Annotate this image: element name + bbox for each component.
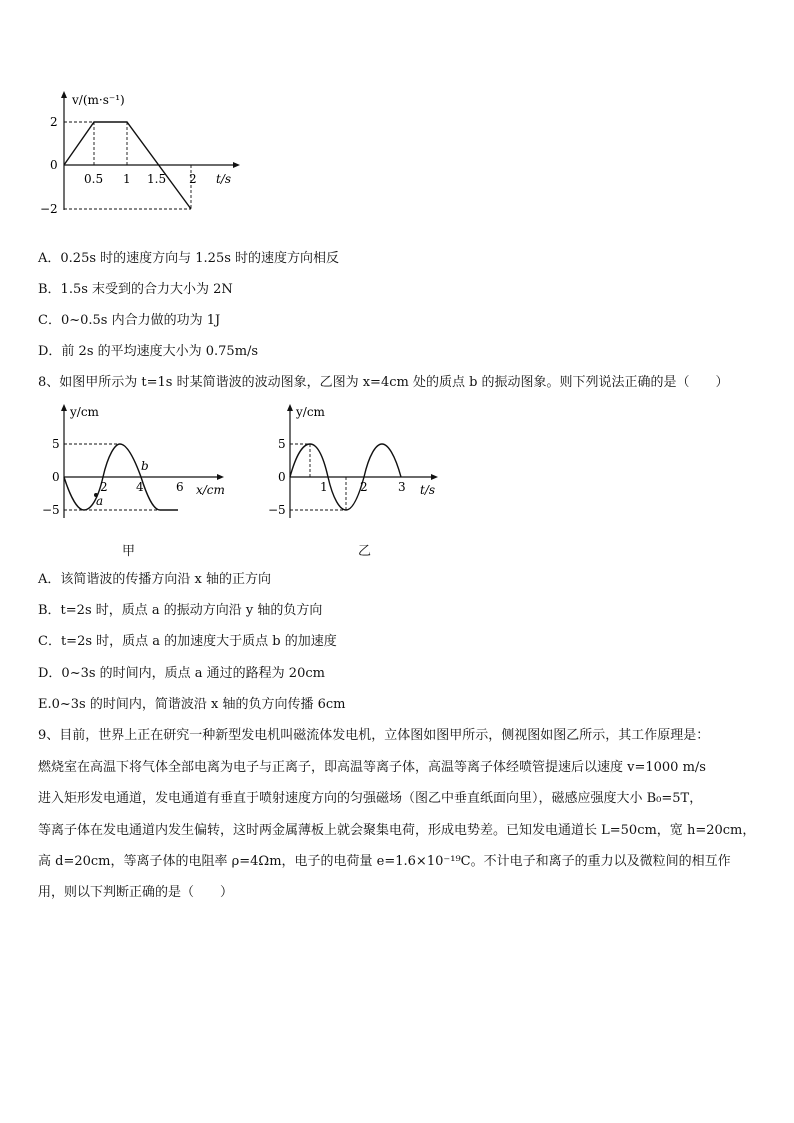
point-a-label: a (96, 494, 104, 508)
point-b-label: b (141, 459, 149, 473)
yi-x-tick-2: 2 (360, 480, 368, 494)
q7-option-c: C．0~0.5s 内合力做的功为 1J (38, 313, 221, 328)
q8-option-c: C．t=2s 时，质点 a 的加速度大于质点 b 的加速度 (38, 634, 337, 649)
vt-x-tick-2: 2 (189, 172, 197, 186)
jia-y-arrow (61, 404, 67, 411)
q9-line-4: 等离子体在发电通道内发生偏转，这时两金属薄板上就会聚集电荷，形成电势差。已知发电通道长 L=50cm，宽 h=20cm， (38, 823, 756, 838)
vt-y-tick-2: 2 (50, 115, 58, 129)
yi-x-tick-3: 3 (398, 480, 406, 494)
vt-graph (36, 88, 256, 218)
q9-line-6: 用，则以下判断正确的是（ ） (38, 885, 234, 900)
yi-x-arrow (431, 474, 438, 480)
yi-x-label: t/s (420, 483, 436, 497)
yi-x-tick-1: 1 (320, 480, 328, 494)
jia-x-tick-2: 2 (100, 480, 108, 494)
q7-option-d: D．前 2s 的平均速度大小为 0.75m/s (38, 344, 259, 359)
q7-option-a: A．0.25s 时的速度方向与 1.25s 时的速度方向相反 (38, 251, 340, 266)
vt-x-tick-1.5: 1.5 (147, 172, 167, 186)
yi-y-arrow (287, 404, 293, 411)
jia-y-label: y/cm (70, 405, 99, 419)
wave-graph-jia (40, 400, 240, 530)
vt-x-label: t/s (216, 172, 232, 186)
q8-option-d: D．0~3s 的时间内，质点 a 通过的路程为 20cm (38, 666, 325, 681)
q9-line-5: 高 d=20cm，等离子体的电阻率 ρ=4Ωm，电子的电荷量 e=1.6×10⁻¹⁹C。不计电子和离子的重力以及微粒间的相互作 (38, 854, 731, 869)
jia-y-tick-0: 0 (52, 470, 60, 484)
q9-line-3: 进入矩形发电通道，发电通道有垂直于喷射速度方向的匀强磁场（图乙中垂直纸面向里），磁感应强度大小 B₀=5T， (38, 791, 703, 806)
yi-y-tick-0: 0 (278, 470, 286, 484)
q8-option-e: E.0~3s 的时间内，简谐波沿 x 轴的负方向传播 6cm (38, 697, 346, 712)
vt-y-label: v/(m·s⁻¹) (72, 93, 125, 107)
jia-x-arrow (217, 474, 224, 480)
jia-x-tick-6: 6 (176, 480, 184, 494)
vt-x-tick-1: 1 (123, 172, 131, 186)
vt-y-tick-neg2: −2 (40, 202, 58, 216)
vt-x-tick-0.5: 0.5 (84, 172, 104, 186)
q8-stem: 8、如图甲所示为 t=1s 时某简谐波的波动图象，乙图为 x=4cm 处的质点 b 的振动图象。则下列说法正确的是（ ） (38, 375, 729, 390)
q7-option-b: B．1.5s 末受到的合力大小为 2N (38, 282, 233, 297)
wave-graph-yi (268, 400, 448, 530)
yi-y-label: y/cm (296, 405, 325, 419)
q9-line-2: 燃烧室在高温下将气体全部电离为电子与正离子，即高温等离子体，高温等离子体经喷管提速后以速度 v=1000 m/s (38, 760, 706, 775)
jia-x-tick-4: 4 (136, 480, 144, 494)
yi-y-tick-5: 5 (278, 437, 286, 451)
q8-option-a: A．该简谐波的传播方向沿 x 轴的正方向 (38, 572, 271, 587)
jia-y-tick-5: 5 (52, 437, 60, 451)
vt-x-arrow (233, 162, 240, 168)
q8-option-b: B．t=2s 时，质点 a 的振动方向沿 y 轴的负方向 (38, 603, 323, 618)
jia-x-label: x/cm (196, 483, 225, 497)
yi-y-tick-neg5: −5 (268, 503, 286, 517)
fig-caption-jia: 甲 (122, 544, 136, 559)
vt-y-tick-0: 0 (50, 158, 58, 172)
vt-y-arrow (61, 91, 67, 98)
q9-line-1: 9、目前，世界上正在研究一种新型发电机叫磁流体发电机，立体图如图甲所示，侧视图如图乙所示，其工作原理是： (38, 728, 710, 743)
fig-caption-yi: 乙 (358, 544, 372, 559)
jia-y-tick-neg5: −5 (42, 503, 60, 517)
